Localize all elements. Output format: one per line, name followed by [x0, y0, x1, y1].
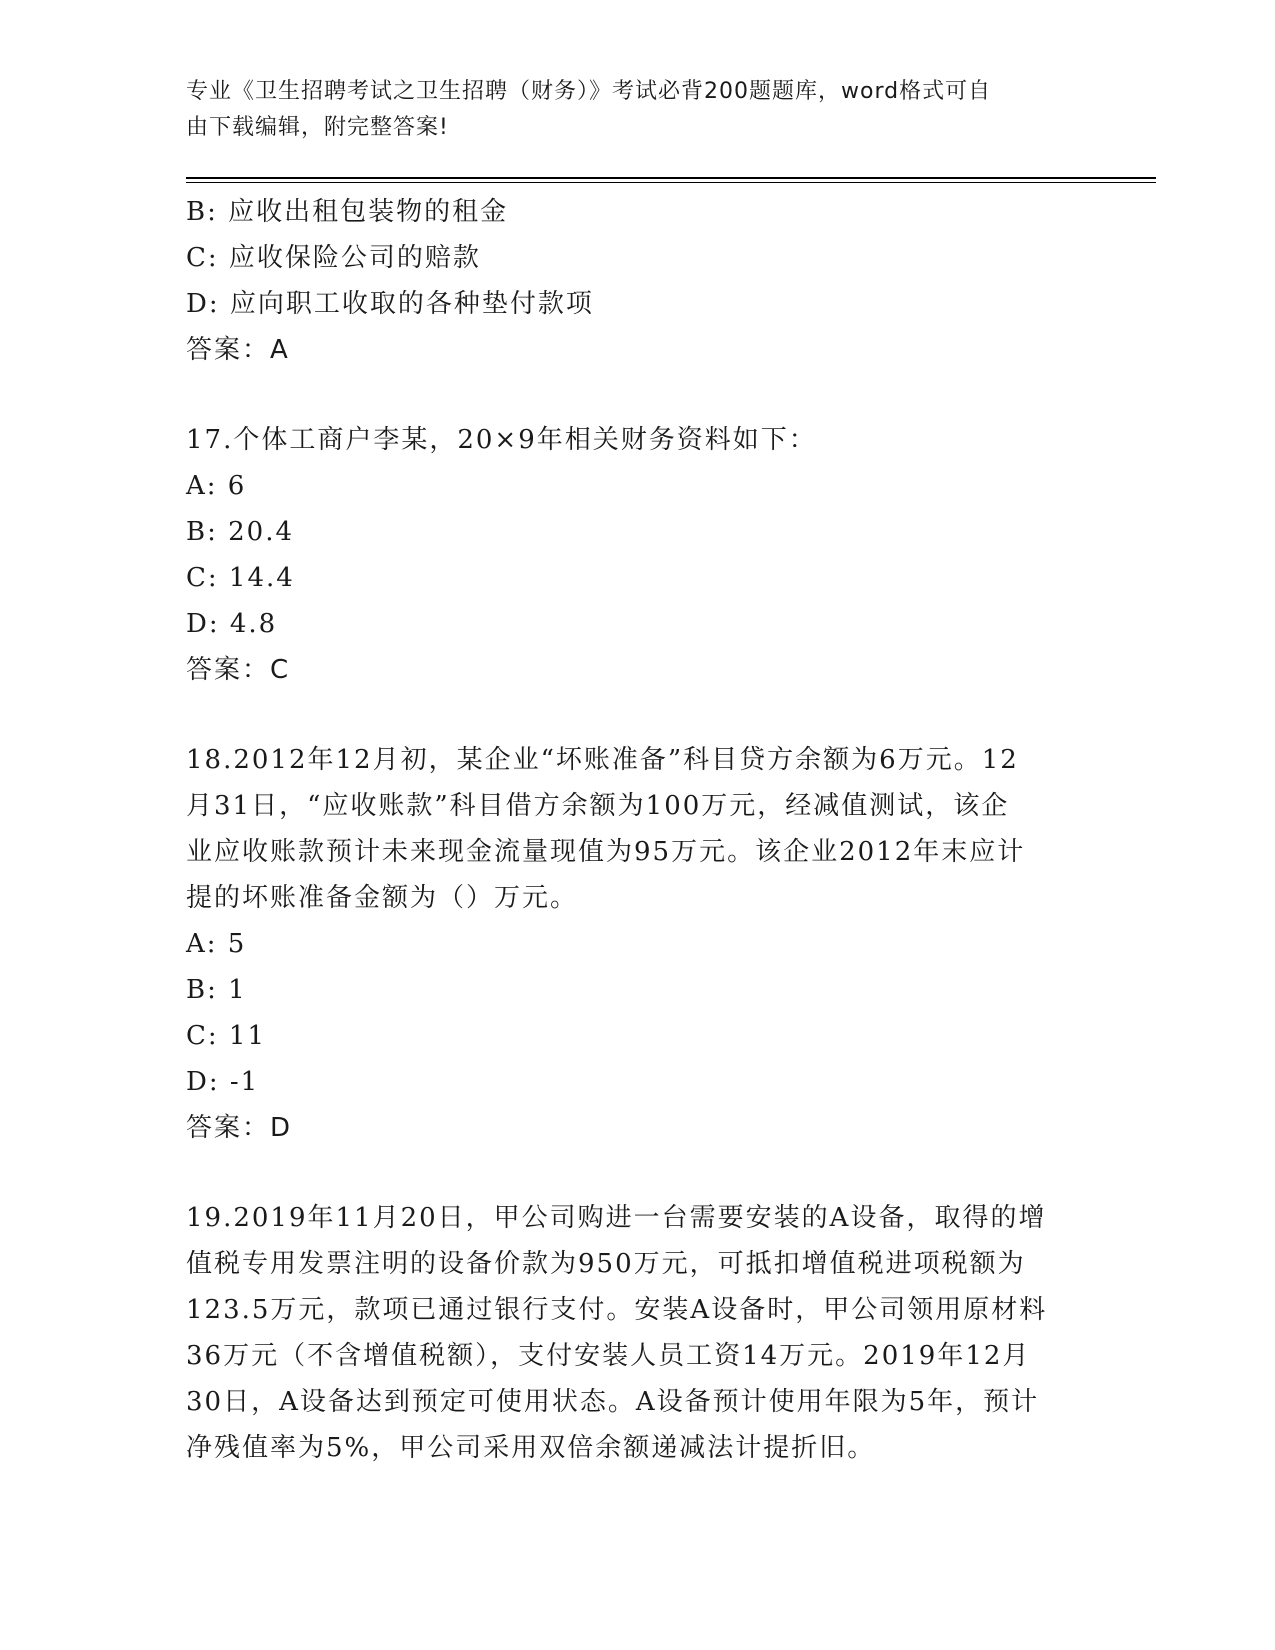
question-17-block	[186, 417, 1086, 693]
q18-stem-line-3: 业应收账款预计未来现金流量现值为95万元。该企业2012年末应计	[186, 837, 1026, 867]
q18-option-b: B: 1	[186, 975, 247, 1005]
header-line-1: 专业《卫生招聘考试之卫生招聘（财务）》考试必背200题题库，word格式可自	[186, 79, 992, 104]
q19-stem-line-6: 净残值率为5%，甲公司采用双倍余额递减法计提折旧。	[186, 1433, 876, 1463]
q19-stem-line-1: 19.2019年11月20日，甲公司购进一台需要安装的A设备，取得的增	[186, 1203, 1047, 1233]
header-rule-thick	[186, 177, 1156, 179]
q17-stem: 17.个体工商户李某，20×9年相关财务资料如下：	[186, 425, 817, 455]
question-content	[186, 189, 1086, 1471]
q18-stem-line-1: 18.2012年12月初，某企业“坏账准备”科目贷方余额为6万元。12	[186, 745, 1019, 775]
q17-option-c: C: 14.4	[186, 563, 295, 593]
spacer	[186, 693, 1086, 737]
header-line-2: 由下载编辑，附完整答案!	[186, 115, 449, 140]
header-rule-thin	[186, 182, 1156, 183]
q17-option-d: D: 4.8	[186, 609, 278, 639]
q17-answer: 答案：C	[186, 655, 291, 685]
spacer	[186, 373, 1086, 417]
q16-answer: 答案：A	[186, 335, 290, 365]
document-header	[186, 74, 1086, 146]
q17-option-b: B: 20.4	[186, 517, 295, 547]
q18-stem-line-2: 月31日，“应收账款”科目借方余额为100万元，经减值测试，该企	[186, 791, 1010, 821]
q17-option-a: A: 6	[186, 471, 247, 501]
q16-option-d: D: 应向职工收取的各种垫付款项	[186, 289, 594, 319]
question-18-block	[186, 737, 1086, 1151]
question-19-block	[186, 1195, 1086, 1471]
q18-option-d: D: -1	[186, 1067, 260, 1097]
q19-stem-line-3: 123.5万元，款项已通过银行支付。安装A设备时，甲公司领用原材料	[186, 1295, 1048, 1325]
spacer	[186, 1151, 1086, 1195]
q18-option-c: C: 11	[186, 1021, 267, 1051]
q18-option-a: A: 5	[186, 929, 247, 959]
q18-answer: 答案：D	[186, 1113, 293, 1143]
q18-stem-line-4: 提的坏账准备金额为（）万元。	[186, 883, 579, 913]
q16-option-c: C: 应收保险公司的赔款	[186, 243, 481, 273]
q19-stem-line-5: 30日，A设备达到预定可使用状态。A设备预计使用年限为5年，预计	[186, 1387, 1040, 1417]
q19-stem-line-2: 值税专用发票注明的设备价款为950万元，可抵扣增值税进项税额为	[186, 1249, 1026, 1279]
q16-option-b: B: 应收出租包装物的租金	[186, 197, 509, 227]
q19-stem-line-4: 36万元（不含增值税额），支付安装人员工资14万元。2019年12月	[186, 1341, 1031, 1371]
question-16-block	[186, 189, 1086, 373]
